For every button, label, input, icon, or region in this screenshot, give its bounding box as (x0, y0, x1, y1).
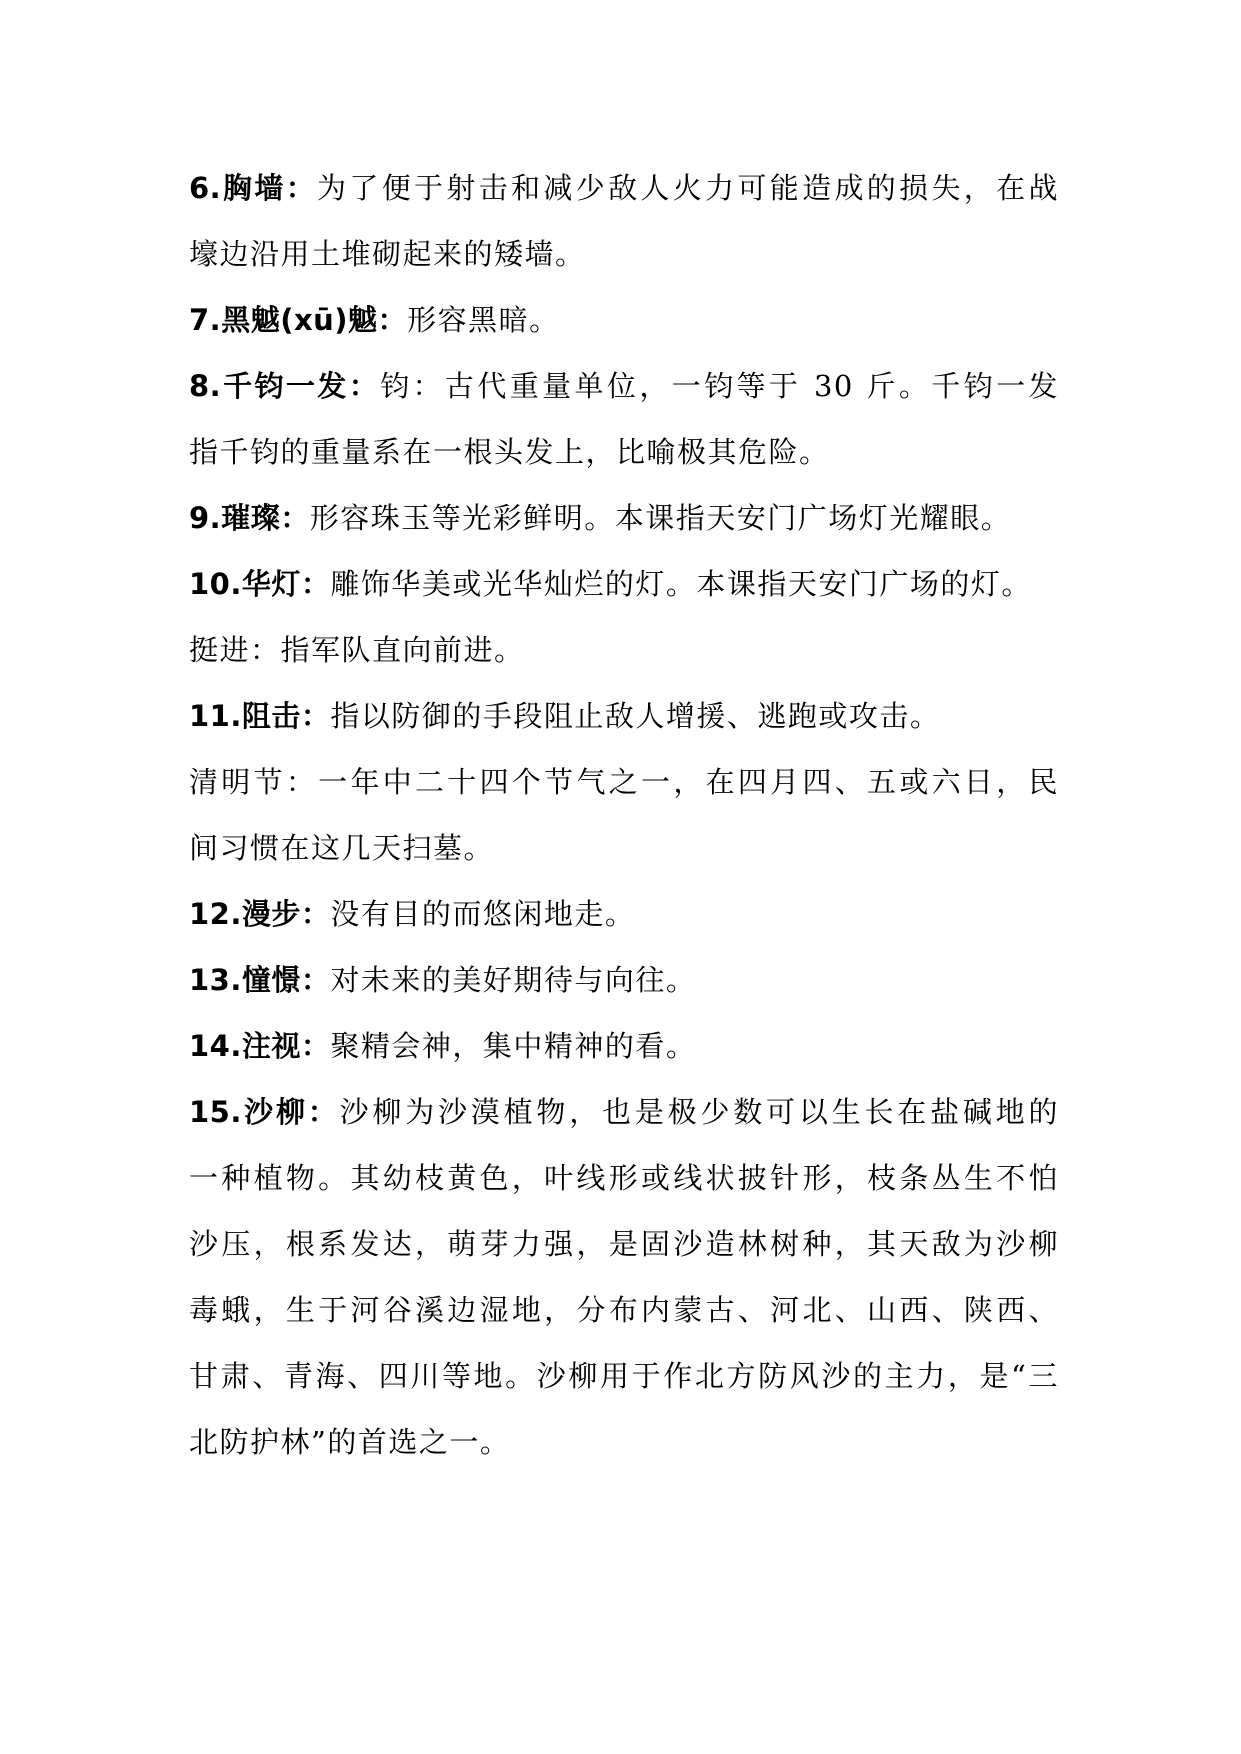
entry-8-term: 8.千钧一发： (189, 369, 381, 403)
entry-6-term: 6.胸墙： (189, 171, 318, 205)
entry-15-term: 15.沙柳： (189, 1095, 340, 1129)
entry-14-line-1 (189, 1013, 1059, 1079)
entry-12-definition: 没有目的而悠闲地走。 (330, 897, 636, 931)
entry-9-term: 9.璀璨： (189, 501, 310, 535)
entry-11-line-3: 间习惯在这几天扫墓。 (189, 831, 495, 865)
entry-12-line-1 (189, 881, 1059, 947)
entry-7-term: 7.黑魆(xū)魆： (189, 303, 408, 337)
entry-14-term: 14.注视： (189, 1029, 331, 1063)
entry-9-definition: 形容珠玉等光彩鲜明。本课指天安门广场灯光耀眼。 (309, 501, 1012, 535)
entry-8-line-1 (189, 353, 1059, 419)
entry-7-definition: 形容黑暗。 (407, 303, 560, 337)
entry-11-definition: 指以防御的手段阻止敌人增援、逃跑或攻击。 (330, 699, 941, 733)
entry-13-line-1 (189, 947, 1059, 1013)
entry-14-definition: 聚精会神，集中精神的看。 (330, 1029, 697, 1063)
entry-6-line-1 (189, 155, 1059, 221)
entry-15-line-5: 甘肃、青海、四川等地。沙柳用于作北方防风沙的主力，是“三 (189, 1359, 1059, 1393)
entry-15-line-3: 沙压，根系发达，萌芽力强，是固沙造林树种，其天敌为沙柳 (189, 1227, 1059, 1261)
entry-13-term: 13.憧憬： (189, 963, 331, 997)
entry-10-term: 10.华灯： (189, 567, 331, 601)
entry-9-line-1 (189, 485, 1059, 551)
document-page (189, 155, 1059, 1475)
entry-10-line-1 (189, 551, 1059, 617)
entry-13-definition: 对未来的美好期待与向往。 (330, 963, 697, 997)
entry-8-line-2: 指千钧的重量系在一根头发上，比喻极其危险。 (189, 435, 830, 469)
entry-8-definition: 钧：古代重量单位，一钧等于 30 斤。千钧一发 (380, 369, 1059, 403)
entry-6-line-2: 壕边沿用土堆砌起来的矮墙。 (189, 237, 586, 271)
entry-10-definition: 雕饰华美或光华灿烂的灯。本课指天安门广场的灯。 (330, 567, 1032, 601)
entry-15-line-1 (189, 1079, 1059, 1145)
entry-15-line-4: 毒蛾，生于河谷溪边湿地，分布内蒙古、河北、山西、陕西、 (189, 1293, 1059, 1327)
entry-15-definition: 沙柳为沙漠植物，也是极少数可以生长在盐碱地的 (339, 1095, 1059, 1129)
entry-7-line-1 (189, 287, 1059, 353)
entry-10-line-2: 挺进：指军队直向前进。 (189, 633, 525, 667)
entry-12-term: 12.漫步： (189, 897, 331, 931)
entry-15-line-2: 一种植物。其幼枝黄色，叶线形或线状披针形，枝条丛生不怕 (189, 1161, 1059, 1195)
entry-11-term: 11.阻击： (189, 699, 331, 733)
entry-11-line-2: 清明节：一年中二十四个节气之一，在四月四、五或六日，民 (189, 765, 1059, 799)
entry-6-definition: 为了便于射击和减少敌人火力可能造成的损失，在战 (317, 171, 1059, 205)
entry-11-line-1 (189, 683, 1059, 749)
entry-15-line-6: 北防护林”的首选之一。 (189, 1425, 511, 1459)
